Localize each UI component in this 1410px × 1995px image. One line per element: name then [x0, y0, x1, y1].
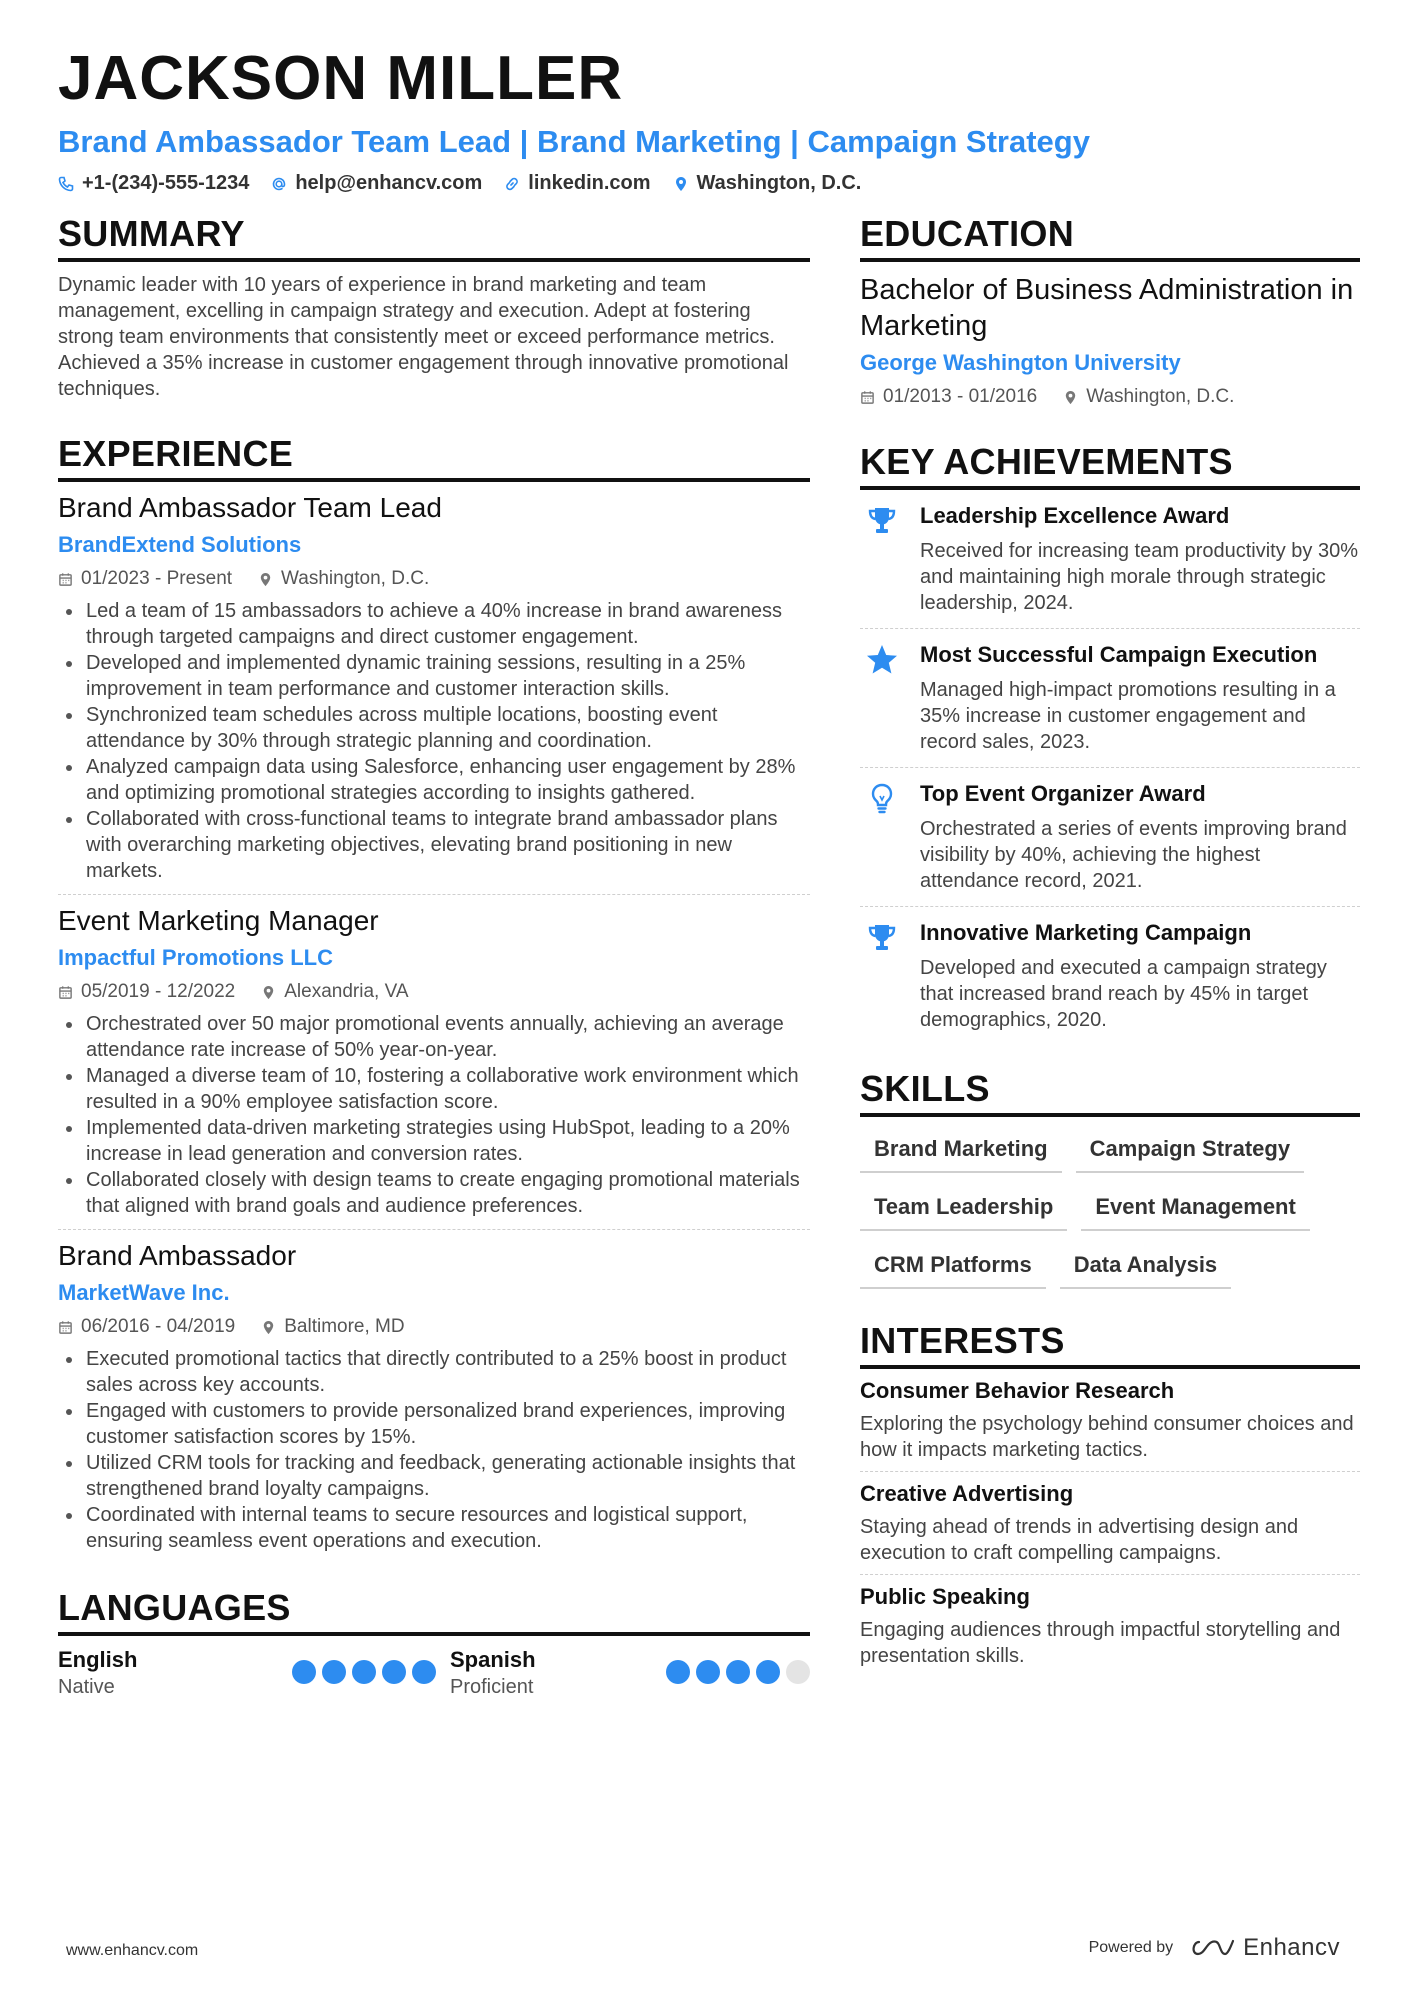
- rating-dot: [756, 1660, 780, 1684]
- job-bullet: Executed promotional tactics that directly contributed to a 25% boost in product sales across key accounts.: [58, 1346, 810, 1398]
- skill-tag: CRM Platforms: [860, 1245, 1046, 1289]
- link-icon: [504, 176, 520, 192]
- interest-item: [860, 1575, 1360, 1677]
- location-pin-icon: [673, 176, 689, 192]
- education-degree: Bachelor of Business Administration in Marketing: [860, 274, 1354, 342]
- location-pin-icon: [261, 985, 276, 1000]
- phone-text: +1-(234)-555-1234: [82, 172, 250, 194]
- job-dates-text: 05/2019 - 12/2022: [81, 981, 236, 1002]
- job-bullet: Coordinated with internal teams to secure resources and logistical support, ensuring seamless event operations and execution.: [58, 1502, 810, 1554]
- left-column: [58, 212, 810, 1722]
- skill-tag: Campaign Strategy: [1076, 1129, 1305, 1173]
- languages-section: [58, 1586, 810, 1700]
- job-bullet: Orchestrated over 50 major promotional events annually, achieving an average attendance rate increase of 50% year-on-year.: [58, 1011, 810, 1063]
- contact-phone[interactable]: [58, 172, 249, 195]
- language-name: Spanish: [450, 1647, 536, 1672]
- enhancv-logo-icon: [1189, 1936, 1235, 1960]
- location-text: Washington, D.C.: [696, 172, 862, 194]
- calendar-icon: [860, 390, 875, 405]
- job-meta: [58, 566, 810, 592]
- achievement-list: [860, 490, 1360, 1045]
- rating-dot: [322, 1660, 346, 1684]
- job-dates-text: 01/2023 - Present: [81, 568, 233, 589]
- skills-heading: SKILLS: [860, 1067, 1360, 1117]
- job-entry: [58, 482, 810, 895]
- skills-section: [860, 1067, 1360, 1289]
- achievement-body: [920, 641, 1360, 755]
- job-role: Event Marketing Manager: [58, 905, 379, 936]
- language-rating: [292, 1660, 436, 1700]
- skill-tag: Data Analysis: [1060, 1245, 1231, 1289]
- candidate-title: Brand Ambassador Team Lead | Brand Marketing | Campaign Strategy: [58, 124, 1090, 159]
- skill-list: [860, 1129, 1360, 1289]
- achievement-body: [920, 919, 1360, 1033]
- location-pin-icon: [261, 1320, 276, 1335]
- job-role: Brand Ambassador Team Lead: [58, 492, 442, 523]
- location-pin-icon: [1063, 390, 1078, 405]
- education-dates: [860, 384, 1037, 410]
- language-item: [450, 1646, 810, 1700]
- star-icon: [865, 643, 899, 677]
- job-location-text: Baltimore, MD: [284, 1316, 405, 1337]
- rating-dot: [292, 1660, 316, 1684]
- achievement-icon-wrap: [860, 780, 904, 894]
- achievement-icon-wrap: [860, 502, 904, 616]
- experience-heading: EXPERIENCE: [58, 432, 810, 482]
- job-bullet: Collaborated with cross-functional teams to integrate brand ambassador plans with overarching marketing objectives, elevating brand positioning in new markets.: [58, 806, 810, 884]
- summary-heading: SUMMARY: [58, 212, 810, 262]
- summary-section: [58, 212, 810, 402]
- achievements-section: [860, 440, 1360, 1045]
- right-column: [860, 212, 1360, 1699]
- contact-email[interactable]: [271, 172, 482, 195]
- achievements-heading: KEY ACHIEVEMENTS: [860, 440, 1360, 490]
- interest-title: Consumer Behavior Research: [860, 1378, 1175, 1403]
- job-bullets: [58, 1011, 810, 1219]
- job-bullet: Led a team of 15 ambassadors to achieve a 40% increase in brand awareness through targeted campaigns and direct customer engagement.: [58, 598, 810, 650]
- skill-tag: Brand Marketing: [860, 1129, 1062, 1173]
- job-location-text: Washington, D.C.: [281, 568, 430, 589]
- job-role: Brand Ambassador: [58, 1240, 297, 1271]
- job-entry: [58, 1230, 810, 1564]
- interest-item: [860, 1369, 1360, 1472]
- job-bullet: Utilized CRM tools for tracking and feedback, generating actionable insights that strengthened brand loyalty campaigns.: [58, 1450, 810, 1502]
- trophy-icon: [865, 921, 899, 955]
- achievement-item: [860, 768, 1360, 907]
- achievement-desc: Received for increasing team productivity by 30% and maintaining high morale through strategic leadership, 2024.: [920, 540, 1358, 614]
- achievement-body: [920, 780, 1360, 894]
- rating-dot: [786, 1660, 810, 1684]
- achievement-body: [920, 502, 1360, 616]
- education-heading: EDUCATION: [860, 212, 1360, 262]
- language-list: [58, 1646, 810, 1700]
- language-item: [58, 1646, 450, 1700]
- job-company[interactable]: Impactful Promotions LLC: [58, 945, 333, 970]
- education-meta: [860, 384, 1360, 410]
- job-location: [258, 566, 429, 592]
- footer-branding: [1089, 1934, 1340, 1962]
- rating-dot: [412, 1660, 436, 1684]
- skill-tag: Team Leadership: [860, 1187, 1067, 1231]
- rating-dot: [382, 1660, 406, 1684]
- calendar-icon: [58, 1320, 73, 1335]
- job-meta: [58, 979, 810, 1005]
- interests-heading: INTERESTS: [860, 1319, 1360, 1369]
- job-dates-text: 06/2016 - 04/2019: [81, 1316, 236, 1337]
- interest-desc: Engaging audiences through impactful storytelling and presentation skills.: [860, 1619, 1341, 1667]
- achievement-item: [860, 907, 1360, 1045]
- at-icon: [271, 176, 287, 192]
- calendar-icon: [58, 985, 73, 1000]
- achievement-item: [860, 629, 1360, 768]
- resume-header: [58, 44, 1358, 195]
- job-dates: [58, 1314, 235, 1340]
- education-location: [1063, 384, 1234, 410]
- job-list: [58, 482, 810, 1564]
- rating-dot: [696, 1660, 720, 1684]
- job-bullet: Collaborated closely with design teams to create engaging promotional materials that aligned with brand goals and audience preferences.: [58, 1167, 810, 1219]
- job-company[interactable]: MarketWave Inc.: [58, 1280, 230, 1305]
- achievement-desc: Managed high-impact promotions resulting in a 35% increase in customer engagement and record sales, 2023.: [920, 679, 1336, 753]
- powered-by-text: Powered by: [1088, 1939, 1174, 1956]
- linkedin-text: linkedin.com: [528, 172, 651, 194]
- job-bullet: Developed and implemented dynamic training sessions, resulting in a 25% improvement in team performance and customer interaction skills.: [58, 650, 810, 702]
- achievement-title: Innovative Marketing Campaign: [920, 920, 1252, 945]
- job-bullet: Implemented data-driven marketing strategies using HubSpot, leading to a 20% increase in lead generation and conversion rates.: [58, 1115, 810, 1167]
- interest-title: Creative Advertising: [860, 1481, 1074, 1506]
- education-section: [860, 212, 1360, 410]
- job-dates: [58, 979, 235, 1005]
- interest-item: [860, 1472, 1360, 1575]
- rating-dot: [666, 1660, 690, 1684]
- contact-bar: [58, 172, 1358, 195]
- language-name: English: [58, 1647, 138, 1672]
- achievement-title: Top Event Organizer Award: [920, 781, 1206, 806]
- achievement-desc: Developed and executed a campaign strategy that increased brand reach by 45% in target demographics, 2020.: [920, 957, 1327, 1031]
- languages-heading: LANGUAGES: [58, 1586, 810, 1636]
- language-rating: [666, 1660, 810, 1700]
- achievement-desc: Orchestrated a series of events improving brand visibility by 40%, achieving the highest attendance record, 2021.: [920, 818, 1347, 892]
- calendar-icon: [58, 572, 73, 587]
- enhancv-logo[interactable]: [1189, 1934, 1340, 1962]
- lightbulb-icon: [865, 782, 899, 816]
- job-dates: [58, 566, 232, 592]
- achievement-item: [860, 490, 1360, 629]
- interests-section: [860, 1319, 1360, 1677]
- contact-linkedin[interactable]: [504, 172, 650, 195]
- job-meta: [58, 1314, 810, 1340]
- brand-name: Enhancv: [1243, 1934, 1340, 1961]
- rating-dot: [352, 1660, 376, 1684]
- phone-icon: [58, 176, 74, 192]
- achievement-title: Leadership Excellence Award: [920, 503, 1230, 528]
- candidate-name: JACKSON MILLER: [58, 44, 624, 113]
- job-bullet: Engaged with customers to provide personalized brand experiences, improving customer satisfaction scores by 15%.: [58, 1398, 810, 1450]
- email-text: help@enhancv.com: [295, 172, 483, 194]
- footer-website[interactable]: www.enhancv.com: [66, 1942, 199, 1959]
- job-location: [261, 979, 408, 1005]
- rating-dot: [726, 1660, 750, 1684]
- achievement-title: Most Successful Campaign Execution: [920, 642, 1318, 667]
- trophy-icon: [865, 504, 899, 538]
- language-level: Proficient: [450, 1676, 534, 1698]
- job-location-text: Alexandria, VA: [284, 981, 409, 1002]
- education-school: George Washington University: [860, 350, 1181, 375]
- achievement-icon-wrap: [860, 919, 904, 1033]
- interest-desc: Staying ahead of trends in advertising design and execution to craft compelling campaigns.: [860, 1516, 1299, 1564]
- job-bullet: Analyzed campaign data using Salesforce, enhancing user engagement by 28% and optimizing promotional strategies according to insights gathered.: [58, 754, 810, 806]
- experience-section: [58, 432, 810, 1564]
- language-info: [450, 1646, 536, 1700]
- location-pin-icon: [258, 572, 273, 587]
- education-location-text: Washington, D.C.: [1086, 386, 1235, 407]
- interest-list: [860, 1369, 1360, 1677]
- job-location: [261, 1314, 404, 1340]
- summary-text: Dynamic leader with 10 years of experience in brand marketing and team management, excelling in campaign strategy and execution. Adept at fostering strong team environments that consistently meet or exceed performance metrics. Achieved a 35% increase in customer engagement through innovative promotional techniques.: [58, 274, 789, 400]
- interest-desc: Exploring the psychology behind consumer choices and how it impacts marketing tactics.: [860, 1413, 1354, 1461]
- job-bullet: Managed a diverse team of 10, fostering a collaborative work environment which resulted in a 90% employee satisfaction score.: [58, 1063, 810, 1115]
- skill-tag: Event Management: [1081, 1187, 1310, 1231]
- job-company[interactable]: BrandExtend Solutions: [58, 532, 302, 557]
- language-info: [58, 1646, 137, 1700]
- job-entry: [58, 895, 810, 1230]
- job-bullet: Synchronized team schedules across multiple locations, boosting event attendance by 30% through strategic planning and coordination.: [58, 702, 810, 754]
- job-bullets: [58, 598, 810, 884]
- language-level: Native: [58, 1676, 115, 1698]
- education-dates-text: 01/2013 - 01/2016: [883, 386, 1038, 407]
- contact-location: [673, 172, 862, 195]
- job-bullets: [58, 1346, 810, 1554]
- achievement-icon-wrap: [860, 641, 904, 755]
- interest-title: Public Speaking: [860, 1584, 1030, 1609]
